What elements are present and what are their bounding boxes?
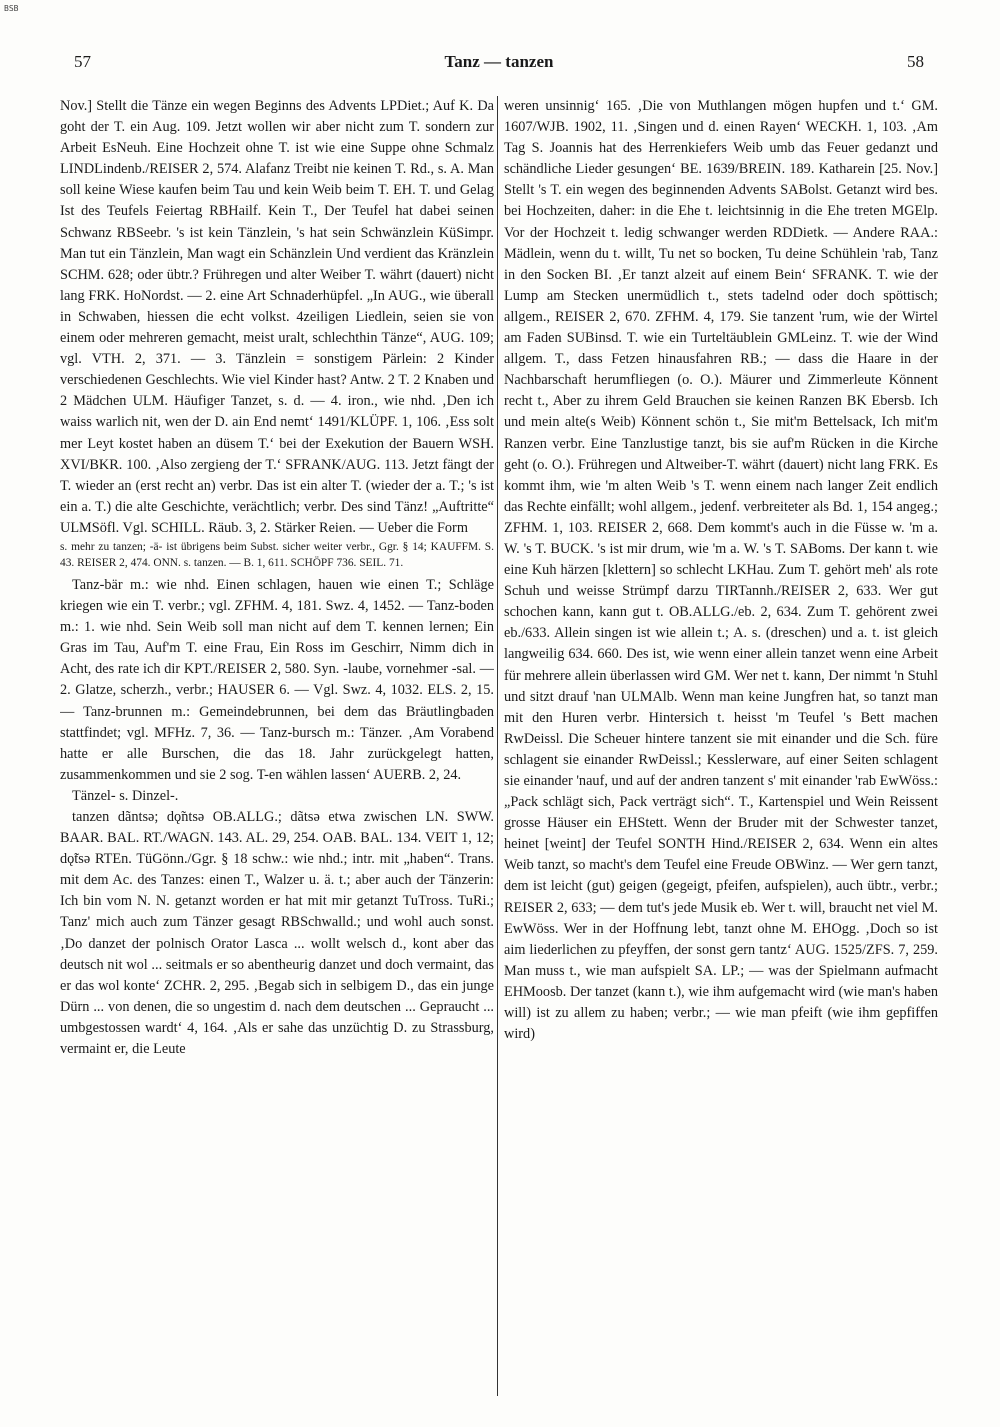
- entry-tanzen-continued: weren unsinnig‘ 165. ‚Die von Muthlangen mögen hupfen und t.‘ GM. 1607/WJB. 1902, 11. ‚Singen und d. einen Rayen‘ WECKH. 1, 103. ‚Am Tag S. Joannis hat des Herrenkiefers Weib umb das Feuer gedanzt und schändliche Lieder gesungen‘ BE. 1639/BREIN. 189. Katharein [25. Nov.] Stellt 's T. ein wegen des beginnenden Advents SABolst. Getanzt wird bes. bei Hochzeiten, daher: in die Ehe t. leichtsinnig in die Ehe treten MGElp. Vor der Hochzeit t. ledig schwanger werden RDDietk. — Andere RAA.: Mädlein, wenn du t. willt, Tu net so bocken, Tu deine Schühlein 'rab, Tanz in den Socken BI. ‚Er tanzt alzeit auf einem Bein‘ SFRANK. T. wie der Lump am Stecken unermüdlich t., stets tadelnd oder doch spöttisch; allgem., REISER 2, 670. ZFHM. 4, 179. Sie tanzent 'rum, wie der Wirtel am Faden SUBinsd. T. wie ein Turteltäublein GMLeinz. T. wie der Wind allgem. T., dass Fetzen hinausfahren RB.; — dass die Haare in der Nachbarschaft herumfliegen (o. O.). Mäurer und Zimmerleute Könnent recht t., Aber zu ihrem Geld Brauchen sie keinen Ranzen BK Ebersb. Ich und mein alte(s Weib) Könnent schön t., Sie mit'm Bettelsack, Ich mit'm Ranzen verbr. Eine Tanzlustige tanzt, bis sie auf'm Rücken in die Kirche geht (o. O.). Frühregen und Altweiber-T. währt (dauert) nicht lang FRK. Es kommt ihm, wie 'm alten Weib 's T. wenn einem nach langer Zeit endlich das Rechte einfällt; wohl allgem., jedenf. verbreiteter als Bd. 1, 154 angeg.; ZFHM. 1, 103. REISER 2, 668. Dem kommt's auch in die Füsse w. 'm a. W. 's T. BUCK. 's ist mir drum, wie 'm a. W. 's T. SABoms. Der kann t. wie eine Kuh härzen [klettern] so schlecht LKHau. Zum T. gehört meh' als rote Schuh und weisse Strümpf darzu TIRTannh./REISER 2, 633. Wer gut schochen kann, kann gut t. OB.ALLG./eb. 2, 634. Zum T. gehörent zwei eb./633. Allein singen ist wie allein t.; A. s. (dreschen) und a. t. ist gleich langweilig 634. 660. Des ist, wie wenn einer allein tanzet wenn eine Arbeit für mehrere allein überlassen wird GM. Wer net t. kann, Der nimmt 'n Stuhl und sitzt drauf 'nan ULMAlb. Wenn man keine Jungfren hat, so tanzt man mit den Huren verbr. Hintersich t. heisst 'm Teufel 's Bett machen RwDeissl. Die Scheuer hintere tanzent sie mit einander und die Sch. füre schlagent sie einander RwDeissl.; Kesslerware, auf einer Seiten schlagent sie einander 'nauf, und auf der andren tanzent s' mit einander 'rab EwWöss.: „Pack schlägt sich, Pack verträgt sich“. T., Kartenspiel und Wein Reissent grosse Häuser ein EHStett. Wenn der Bruder mit der Schwester tanzet, heinet [weint] der Teufel SONTH Hind./REISER 2, 634. Wenn ein altes Weib tanzt, so macht's dem Teufel eine Freude OBWinz. — Wer gern tanzt, dem ist leicht (gut) geigen (gegeigt, pfeifen, aufspielen), auch übtr., verbr.; REISER 2, 633; — dem tut's jede Musik eb. Wer t. will, braucht net viel M. EwWöss. Wer in der Hoffnung lebt, tanzt ohne M. EHOgg. ‚Doch so ist aim liederlichen zu pfeyffen, der sonst gern tantz‘ AUG. 1525/ZFS. 7, 259. Man muss t., wie man aufspielt SA. LP.; — was der Spielmann aufmacht EHMoosb. Der tanzet (kann t.), wie ihm aufgemacht wird (wie man's haben will) ist zu allem zu haben; verbr.; — wie man pfeift (wie ihm gepfiffen wird): [504, 98, 938, 1043]
- entry-tanz-continued: Nov.] Stellt die Tänze ein wegen Beginns des Advents LPDiet.; Auf K. Da goht der T. ein Aug. 109. Jetzt wollen wir aber nicht zum T. sondern zur Arbeit EsNeuh. Eine Hochzeit ohne T. ist wie eine Suppe ohne Schmalz LINDLindenb./REISER 2, 574. Alafanz Treibt nie keinen T. Rd., s. A. Man soll keine Wiese kaufen beim Tau und kein Weib beim T. EH. T. und Gelag Ist des Teufels Feiertag RBHailf. Kein T., Der Teufel hat dabei seinen Schwanz RBSeebr. 's ist kein Tänzlein, 's hat sein Schwänzlein KüSimpr. Man tut ein Tänzlein, Man wagt ein Schänzlein Und verdient das Kränzlein SCHM. 628; oder übtr.? Frühregen und alter Weiber T. währt (dauert) nicht lang FRK. HoNordst. — 2. eine Art Schnaderhüpfel. „In AUG., wie überall in Schwaben, hiessen die echt volkst. 4zeiligen Liedlein, seien sie von einem oder mehreren gemacht, meist uralt, schlechthin Tänze“, AUG. 109; vgl. VTH. 2, 371. — 3. Tänzlein = sonstigem Pärlein: 2 Kinder verschiedenen Geschlechts. Wie viel Kinder hast? Antw. 2 T. 2 Knaben und 2 Mädchen ULM. Häufiger Tanzet, s. d. — 4. iron., wie nhd. ‚Den ich waiss warlich nit, wen der D. ain End nemt‘ 1491/KLÜPF. 1, 106. ‚Ess solt mer Leyt kostet haben an düsem T.‘ bei der Exekution der Bauern WSH. XVI/BKR. 100. ‚Also zergieng der T.‘ SFRANK/AUG. 113. Jetzt fängt der T. wieder an (erst recht an) verbr. Das ist ein alter T. (wieder der a. T.; 's ist ein a. T.) die alte Geschichte, verächtlich; verbr. Des sind Tänz! „Auftritte“ ULMSöfl. Vgl. SCHILL. Räub. 3, 2. Stärker Reien. — Ueber die Form: [60, 98, 494, 536]
- left-column: [60, 96, 494, 1398]
- entry-tanz-note: s. mehr zu tanzen; -ä- ist übrigens beim Subst. sicher weiter verbr., Ggr. § 14; KAUFFM. S. 43. REISER 2, 474. ONN. s. tanzen. — B. 1, 611. SCHÖPF 736. SEIL. 71.: [60, 540, 494, 570]
- page-header: [74, 52, 924, 74]
- right-column: [504, 96, 938, 1398]
- library-watermark: BSB: [4, 4, 19, 13]
- running-title: Tanz — tanzen: [444, 52, 554, 71]
- page-number-right: 58: [907, 52, 924, 71]
- entry-tanzen: tanzen dãntsə; dǫ̃ntsə OB.ALLG.; dãtsə etwa zwischen LN. SWW. BAAR. BAL. RT./WAGN. 143. AL. 29, 254. OAB. BAL. 134. VEIT 1, 12; dǫ̃tsə RTEn. TüGönn./Ggr. § 18 schw.: wie nhd.; intr. mit „haben“. Trans. mit dem Ac. des Tanzes: einen T., Walzer u. ä. t.; aber auch der Tänzerin: Ich bin vom N. N. getanzt worden er hat mit mir getanzt TuTross. TuRi.; Tanz' mich auch zum Tänzer gesagt RBSchwalld.; und wohl auch sonst. ‚Do danzet der polnisch Orator Lasca ... wollt welsch d., kont aber das deutsch nit wol ... seitmals er so abentheurig danzet und doch vermaint, das er das wol konte‘ ZCHR. 2, 295. ‚Begab sich in selbigem D., das ein junge Dürn ... von denen, die so ungestim d. nach dem deutschen ... Gepraucht ... umbgestossen wardt‘ 4, 164. ‚Als er sahe das unzüchtig D. zu Strassburg, vermaint er, die Leute: [60, 809, 494, 1058]
- entry-taenzel: Tänzel- s. Dinzel-.: [72, 787, 179, 804]
- column-divider: [497, 96, 498, 1396]
- page-number-left: 57: [74, 52, 91, 71]
- entry-tanz-compounds: Tanz-bär m.: wie nhd. Einen schlagen, hauen wie einen T.; Schläge kriegen wie ein T. verbr.; vgl. ZFHM. 4, 181. Swz. 4, 1452. — Tanz-boden m.: 1. wie nhd. Sein Weib soll man nicht auf dem T. kennen lernen; Ein Gras im Tau, Auf'm T. eine Frau, Ein Ross im Geschirr, Nimm dich in Acht, des rate ich dir KPT./REISER 2, 580. Syn. -laube, vornehmer -sal. — 2. Glatze, scherzh., verbr.; HAUSER 6. — Vgl. Swz. 4, 1032. ELS. 2, 15. — Tanz-brunnen m.: Gemeindebrunnen, bei dem das Bräutlingbaden stattfindet; vgl. MFHz. 7, 36. — Tanz-bursch m.: Tänzer. ‚Am Vorabend hatte er alle Burschen, die das 18. Jahr zurückgelegt hatten, zusammenkommen und sie 2 sog. T-en wählen lassen‘ AUERB. 2, 24.: [60, 576, 494, 783]
